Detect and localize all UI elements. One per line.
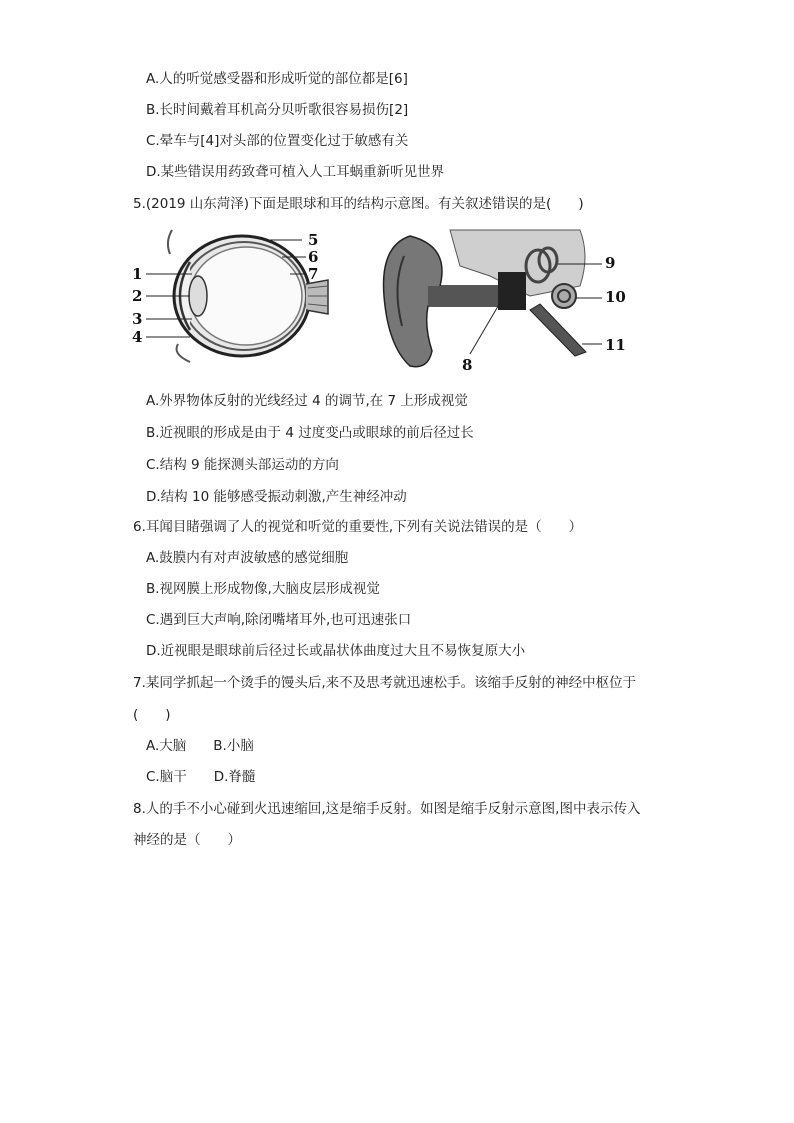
ear-label-8: 8 — [462, 356, 473, 374]
q7-stem-bracket: ( ) — [133, 707, 171, 723]
q6-option-b: B.视网膜上形成物像,大脑皮层形成视觉 — [146, 581, 380, 597]
q7-stem: 7.某同学抓起一个烫手的馒头后,来不及思考就迅速松手。该缩手反射的神经中枢位于 — [133, 675, 637, 691]
q6-option-c: C.遇到巨大声响,除闭嘴堵耳外,也可迅速张口 — [146, 612, 412, 628]
q5-option-a: A.外界物体反射的光线经过 4 的调节,在 7 上形成视觉 — [146, 393, 468, 409]
q5-option-c: C.结构 9 能探测头部运动的方向 — [146, 457, 339, 473]
eye-label-1: 1 — [132, 265, 143, 283]
q8-stem: 8.人的手不小心碰到火迅速缩回,这是缩手反射。如图是缩手反射示意图,图中表示传入 — [133, 801, 641, 817]
eye-label-4: 4 — [132, 328, 143, 346]
eye-label-5: 5 — [308, 231, 319, 249]
q7-options-row2: C.脑干 D.脊髓 — [146, 769, 256, 785]
q4-option-a: A.人的听觉感受器和形成听觉的部位都是[6] — [146, 71, 408, 87]
eye-illustration — [130, 222, 330, 370]
q5-option-b: B.近视眼的形成是由于 4 过度变凸或眼球的前后径过长 — [146, 425, 474, 441]
q5-option-d: D.结构 10 能够感受振动刺激,产生神经冲动 — [146, 489, 407, 505]
q8-stem-line2: 神经的是（ ） — [133, 832, 241, 848]
eye-label-3: 3 — [132, 310, 143, 328]
eye-label-6: 6 — [308, 248, 319, 266]
q6-option-d: D.近视眼是眼球前后径过长或晶状体曲度过大且不易恢复原大小 — [146, 643, 526, 659]
ear-label-9: 9 — [605, 254, 616, 272]
q6-stem: 6.耳闻目睹强调了人的视觉和听觉的重要性,下列有关说法错误的是（ ） — [133, 519, 583, 535]
q4-option-c: C.晕车与[4]对头部的位置变化过于敏感有关 — [146, 133, 409, 149]
ear-label-11: 11 — [605, 336, 626, 354]
ear-label-10: 10 — [605, 288, 626, 306]
eye-diagram — [130, 222, 330, 370]
q6-option-a: A.鼓膜内有对声波敏感的感觉细胞 — [146, 550, 349, 566]
q7-options-row1: A.大脑 B.小脑 — [146, 738, 254, 754]
eye-label-7: 7 — [308, 265, 319, 283]
ear-illustration — [380, 226, 640, 374]
ear-diagram — [380, 226, 640, 374]
q4-option-d: D.某些错误用药致聋可植入人工耳蜗重新听见世界 — [146, 164, 445, 180]
q4-option-b: B.长时间戴着耳机高分贝听歌很容易损伤[2] — [146, 102, 409, 118]
q5-stem: 5.(2019 山东菏泽)下面是眼球和耳的结构示意图。有关叙述错误的是( ) — [133, 196, 584, 212]
eye-label-2: 2 — [132, 287, 143, 305]
